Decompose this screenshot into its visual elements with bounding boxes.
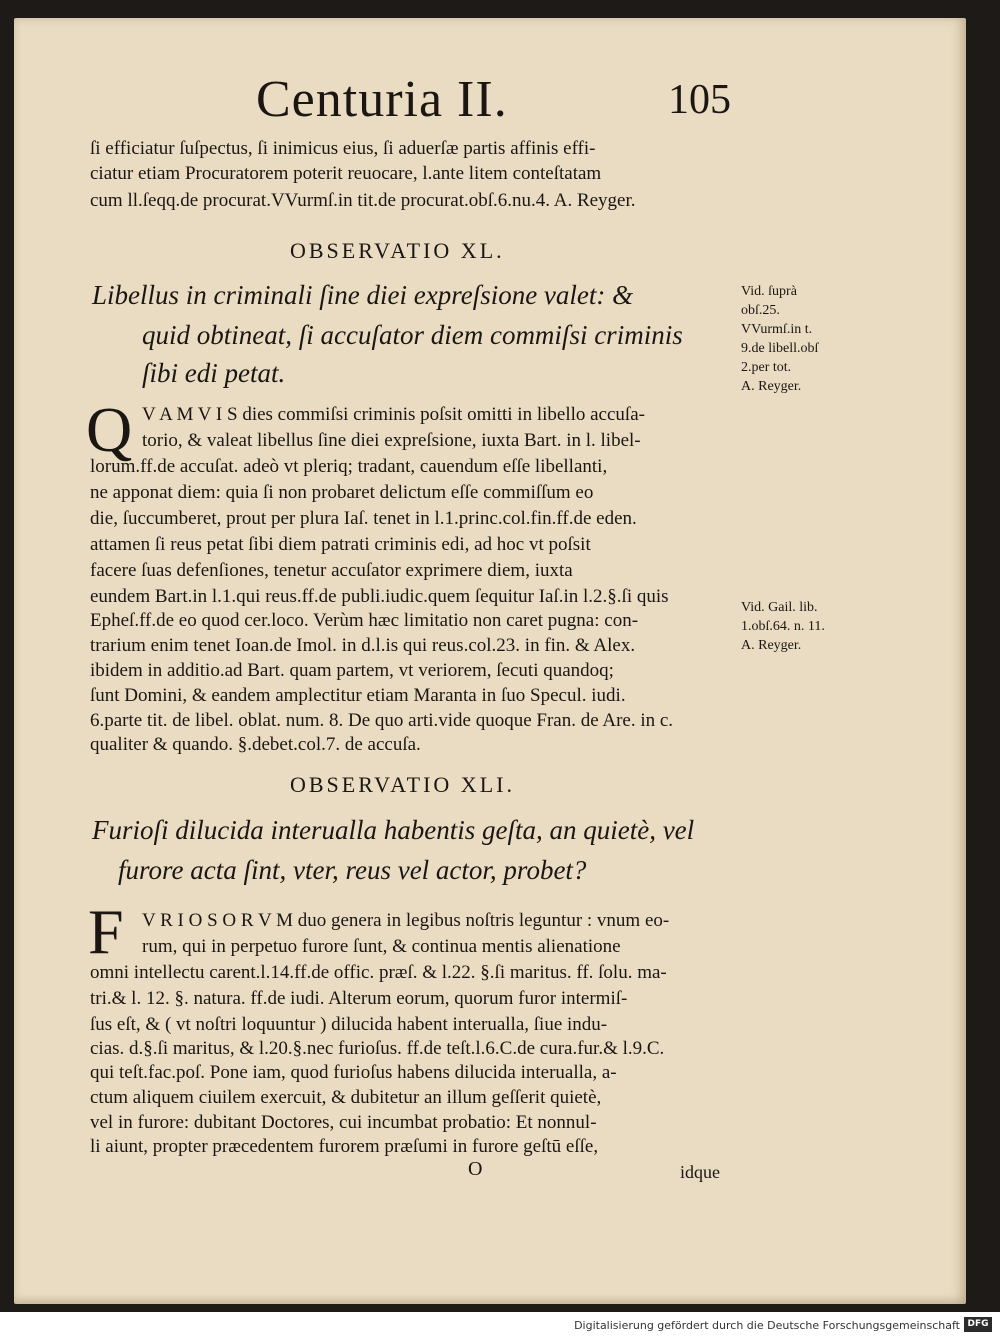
drop-capital: F xyxy=(88,896,124,967)
text-line: die, ſuccumberet, prout per plura Iaſ. tenet in l.1.princ.col.fin.ff.de eden. xyxy=(90,508,637,529)
margin-note: Vid. ſuprà obſ.25. VVurmſ.in t. 9.de libell.obſ 2.per tot. A. Reyger. xyxy=(741,284,819,394)
observation-summary: ſibi edi petat. xyxy=(142,358,286,388)
text-line: vel in furore: dubitant Doctores, cui incumbat probatio: Et nonnul- xyxy=(90,1112,597,1133)
margin-note: Vid. Gail. lib. 1.obſ.64. n. 11. A. Reyger. xyxy=(741,600,825,653)
text-line: rum, qui in perpetuo furore ſunt, & continua mentis alienatione xyxy=(142,936,621,957)
page-number: 105 xyxy=(668,77,731,123)
text-line: ibidem in additio.ad Bart. quam partem, vt veriorem, ſecuti quandoq; xyxy=(90,660,614,681)
text-line: facere ſuas defenſiones, tenetur accuſator exprimere diem, iuxta xyxy=(90,560,573,581)
footer-credit: Digitalisierung gefördert durch die Deutsche Forschungsgemeinschaft xyxy=(574,1319,960,1332)
text-line: ne apponat diem: quia ſi non probaret delictum eſſe commiſſum eo xyxy=(90,482,594,503)
observation-summary: Libellus in criminali ſine diei expreſsione valet: & xyxy=(92,280,634,310)
text-line: torio, & valeat libellus ſine diei expreſsione, iuxta Bart. in l. libel- xyxy=(142,430,641,451)
text-line: attamen ſi reus petat ſibi diem patrati criminis edi, ad hoc vt poſsit xyxy=(90,534,591,555)
observation-summary: Furioſi dilucida interualla habentis geſta, an quietè, vel xyxy=(92,815,695,845)
text-line: cias. d.§.ſi maritus, & l.20.§.nec furioſus. ff.de teſt.l.6.C.de cura.fur.& l.9.C. xyxy=(90,1038,665,1059)
text-line: ſi efficiatur ſuſpectus, ſi inimicus eius, ſi aduerſæ partis affinis effi- xyxy=(90,138,596,159)
signature-mark: O xyxy=(468,1158,483,1180)
text-line: omni intellectu carent.l.14.ff.de offic. præſ. & l.22. §.ſi maritus. ff. ſolu. ma- xyxy=(90,962,667,983)
observation-summary: quid obtineat, ſi accuſator diem commiſsi criminis xyxy=(142,320,683,350)
observation-heading: OBSERVATIO XLI. xyxy=(290,772,515,797)
text-line: eundem Bart.in l.1.qui reus.ff.de publi.iudic.quem ſequitur Iaſ.in l.2.§.ſi quis xyxy=(90,586,669,607)
observation-heading: OBSERVATIO XL. xyxy=(290,238,505,263)
catchword: idque xyxy=(680,1162,720,1182)
text-line: li aiunt, propter præcedentem furorem præſumi in furore geſtū eſſe, xyxy=(90,1136,599,1157)
drop-capital: Q xyxy=(86,394,133,465)
text-line: Epheſ.ff.de eo quod cer.loco. Verùm hæc limitatio non caret pugna: con- xyxy=(90,610,639,631)
text-line: ciatur etiam Procuratorem poterit reuocare, l.ante litem conteſtatam xyxy=(90,163,602,184)
text-line: lorum.ff.de accuſat. adeò vt pleriq; tradant, cauendum eſſe libellanti, xyxy=(90,456,608,477)
text-line: V A M V I S dies commiſsi criminis poſsit omitti in libello accuſa- xyxy=(142,404,645,425)
text-line: ſus eſt, & ( vt noſtri loquuntur ) dilucida habent interualla, ſiue indu- xyxy=(90,1014,608,1035)
text-line: qualiter & quando. §.debet.col.7. de accuſa. xyxy=(90,734,421,755)
text-line: tri.& l. 12. §. natura. ff.de iudi. Alterum eorum, quorum furor intermiſ- xyxy=(90,988,628,1009)
dfg-logo: DFG xyxy=(964,1317,992,1332)
running-title: Centuria II. xyxy=(256,71,508,128)
text-line: ctum aliquem ciuilem exercuit, & dubitetur an illum geſſerit quietè, xyxy=(90,1087,602,1108)
text-line: cum ll.ſeqq.de procurat.VVurmſ.in tit.de procurat.obſ.6.nu.4. A. Reyger. xyxy=(90,190,636,211)
observation-summary: furore acta ſint, vter, reus vel actor, probet? xyxy=(118,855,587,885)
text-line: trarium enim tenet Ioan.de Imol. in d.l.is qui reus.col.23. in fin. & Alex. xyxy=(90,635,636,656)
text-line: 6.parte tit. de libel. oblat. num. 8. De quo arti.vide quoque Fran. de Are. in c. xyxy=(90,710,674,731)
text-line: qui teſt.fac.poſ. Pone iam, quod furioſus habens dilucida interualla, a- xyxy=(90,1062,617,1083)
text-line: V R I O S O R V M duo genera in legibus noſtris leguntur : vnum eo- xyxy=(142,910,670,931)
text-line: ſunt Domini, & eandem amplectitur etiam Maranta in ſuo Specul. iudi. xyxy=(90,685,626,706)
